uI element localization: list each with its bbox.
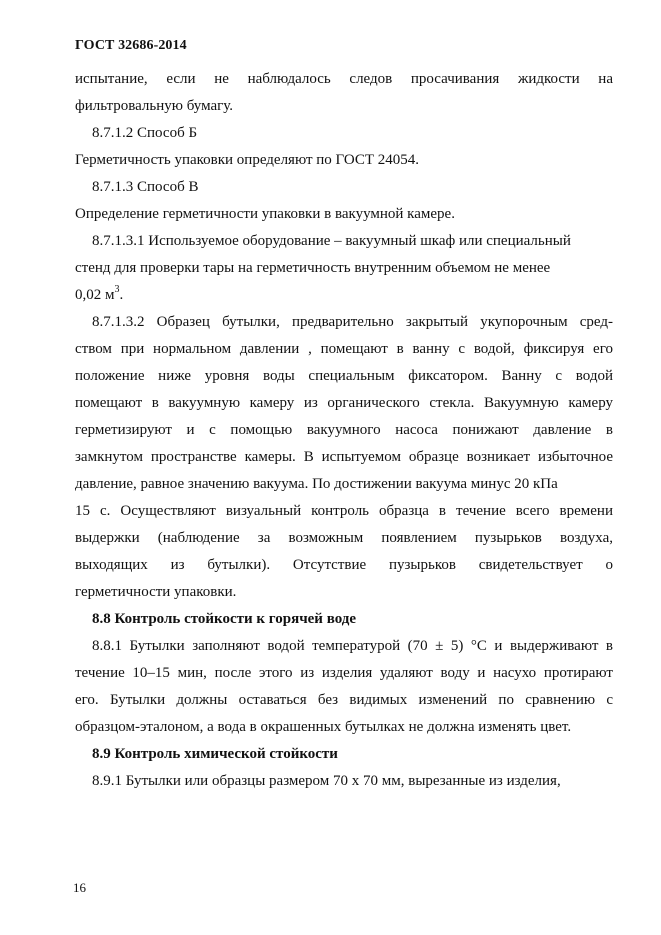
page-number: 16 [73,880,86,895]
text-line: помещают в вакуумную камеру из органического стекла. Вакуумную камеру [75,395,613,411]
text-line: его. Бутылки должны оставаться без видимых изменений по сравнению с [75,692,613,708]
superscript-exponent: 3 [114,284,120,295]
subsection-heading: 8.7.1.2 Способ Б [92,125,198,141]
text-line: течение 10–15 мин, после этого из изделия удаляют воду и насухо протирают [75,665,613,681]
text-line: выходящих из бутылки). Отсутствие пузырьков свидетельствует о [75,557,613,573]
text-line: стенд для проверки тары на герметичность внутренним объемом не менее [75,260,551,276]
text-line: замкнутом пространстве камеры. В испытуемом образце возникает избыточное [75,449,613,465]
section-heading: 8.9 Контроль химической стойкости [92,746,338,762]
period: . [119,287,124,303]
text-line: испытание, если не наблюдалось следов просачивания жидкости на [75,71,613,87]
text-line: ством при нормальном давлении , помещают в ванну с водой, фиксируя его [75,341,613,357]
section-heading: 8.8 Контроль стойкости к горячей воде [92,611,357,627]
text-line: 8.9.1 Бутылки или образцы размером 70 х 70 мм, вырезанные из изделия, [92,773,561,789]
text-line: Определение герметичности упаковки в вакуумной камере. [75,206,455,222]
text-line: 8.7.1.3.1 Используемое оборудование – вакуумный шкаф или специальный [92,233,571,249]
text-line: фильтровальную бумагу. [75,98,234,114]
text-line: давление, равное значению вакуума. По достижении вакуума минус 20 кПа [75,476,558,492]
subsection-heading: 8.7.1.3 Способ В [92,179,199,195]
text-line: 8.7.1.3.2 Образец бутылки, предварительно закрытый укупорочным сред- [92,314,613,330]
volume-value: 0,02 м [75,287,115,303]
text-line: 15 с. Осуществляют визуальный контроль образца в течение всего времени [75,503,613,519]
text-line: положение ниже уровня воды специальным фиксатором. Ванну с водой [75,368,613,384]
document-header: ГОСТ 32686-2014 [75,38,187,53]
text-line: выдержки (наблюдение за возможным появлением пузырьков воздуха, [75,530,613,546]
text-line: образцом-эталоном, а вода в окрашенных бутылках не должна изменять цвет. [75,719,572,735]
text-line [75,286,123,304]
text-line: Герметичность упаковки определяют по ГОСТ 24054. [75,152,420,168]
text-line: герметизируют и с помощью вакуумного насоса понижают давление в [75,422,613,438]
text-line: герметичности упаковки. [75,584,237,600]
text-line: 8.8.1 Бутылки заполняют водой температурой (70 ± 5) °С и выдерживают в [92,638,613,654]
